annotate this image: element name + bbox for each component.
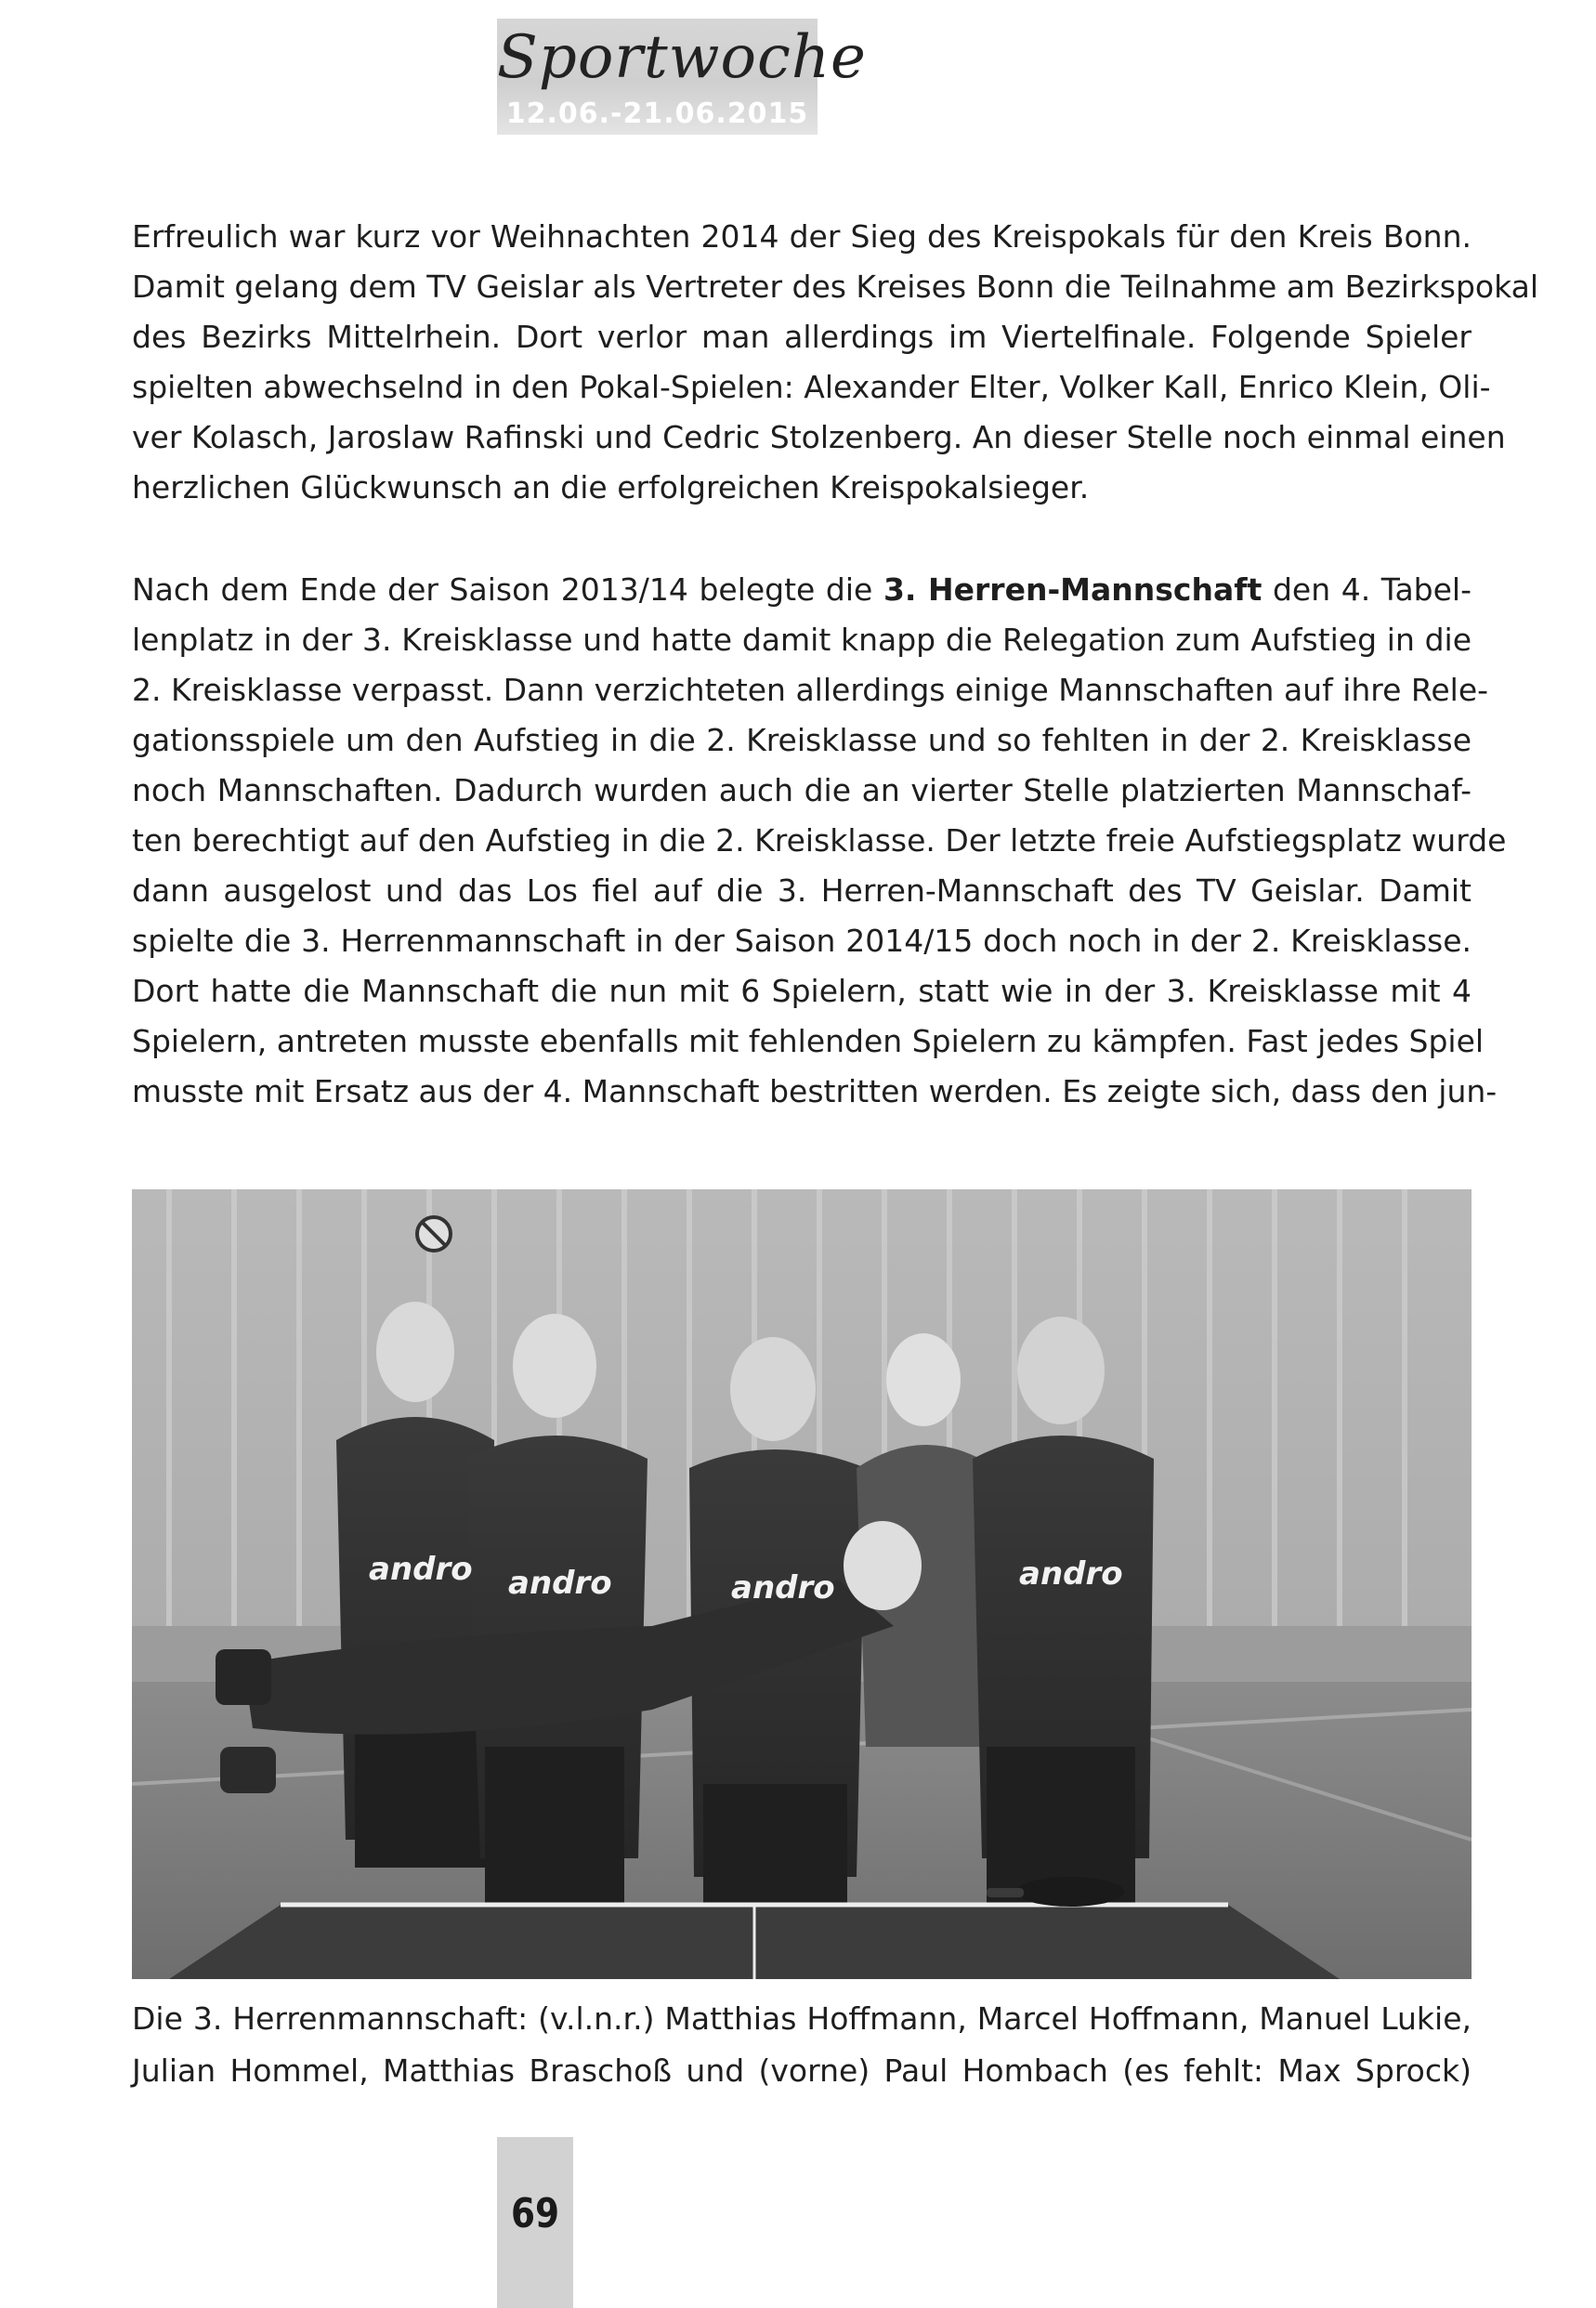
- caption-line: Julian Hommel, Matthias Braschoß und (vorne) Paul Hombach (es fehlt: Max Sprock): [132, 2052, 1472, 2089]
- paragraph-kreispokal: [132, 212, 1539, 513]
- paragraph-herren-mannschaft: [132, 565, 1507, 1117]
- text-line: ten berechtigt auf den Aufstieg in die 2. Kreisklasse. Der letzte freie Aufstiegsplatz wurde: [132, 822, 1507, 859]
- header-banner: [497, 19, 867, 135]
- text-line: ver Kolasch, Jaroslaw Rafinski und Cedric Stolzenberg. An dieser Stelle noch einmal einen: [132, 419, 1506, 455]
- caption-line: Die 3. Herrenmannschaft: (v.l.n.r.) Matthias Hoffmann, Marcel Hoffmann, Manuel Lukie,: [132, 2000, 1472, 2037]
- no-entry-sign-icon: [417, 1217, 451, 1251]
- text-line-with-bold: [132, 565, 1472, 615]
- jersey-logo: andro: [1019, 1555, 1123, 1593]
- text-line: lenplatz in der 3. Kreisklasse und hatte damit knapp die Relegation zum Aufstieg in die: [132, 622, 1472, 658]
- photo-caption: [132, 1993, 1472, 2097]
- text-line: spielten abwechselnd in den Pokal-Spielen: Alexander Elter, Volker Kall, Enrico Klein, Oli-: [132, 369, 1491, 405]
- jersey-logo: andro: [369, 1551, 473, 1588]
- page-number-tab: [497, 2137, 573, 2308]
- event-date-range: 12.06.-21.06.2015: [505, 98, 809, 130]
- bold-team-name: 3. Herren-Mannschaft: [883, 571, 1262, 608]
- text-run: Nach dem Ende der Saison 2013/14 belegte die: [132, 571, 883, 608]
- text-line: Spielern, antreten musste ebenfalls mit fehlenden Spielern zu kämpfen. Fast jedes Spiel: [132, 1023, 1485, 1059]
- text-run: den 4. Tabel-: [1262, 571, 1472, 608]
- sportwoche-logo: Sportwoche: [497, 23, 867, 92]
- text-line: spielte die 3. Herrenmannschaft in der Saison 2014/15 doch noch in der 2. Kreisklasse.: [132, 923, 1472, 959]
- text-line: noch Mannschaften. Dadurch wurden auch die an vierter Stelle platzierten Mannschaf-: [132, 772, 1472, 808]
- text-line: Damit gelang dem TV Geislar als Vertreter des Kreises Bonn die Teilnahme am Bezirkspokal: [132, 269, 1539, 305]
- team-photo-illustration: [132, 1189, 1472, 1979]
- text-line: musste mit Ersatz aus der 4. Mannschaft bestritten werden. Es zeigte sich, dass den jun-: [132, 1073, 1498, 1109]
- text-line: gationsspiele um den Aufstieg in die 2. Kreisklasse und so fehlten in der 2. Kreisklasse: [132, 722, 1472, 758]
- text-line: Dort hatte die Mannschaft die nun mit 6 Spielern, statt wie in der 3. Kreisklasse mit 4: [132, 973, 1472, 1009]
- text-line: Erfreulich war kurz vor Weihnachten 2014 der Sieg des Kreispokals für den Kreis Bonn.: [132, 218, 1472, 255]
- jersey-logo: andro: [508, 1565, 612, 1602]
- text-line: dann ausgelost und das Los fiel auf die 3. Herren-Mannschaft des TV Geislar. Damit: [132, 872, 1472, 909]
- team-photo: [132, 1189, 1472, 1979]
- jersey-logo: andro: [731, 1569, 835, 1606]
- text-line: des Bezirks Mittelrhein. Dort verlor man allerdings im Viertelfinale. Folgende Spieler: [132, 319, 1472, 355]
- text-line: herzlichen Glückwunsch an die erfolgreichen Kreispokalsieger.: [132, 469, 1090, 505]
- text-line: 2. Kreisklasse verpasst. Dann verzichteten allerdings einige Mannschaften auf ihre Rele-: [132, 672, 1489, 708]
- page-number: 69: [510, 2190, 560, 2237]
- table-tennis-table: [169, 1905, 1340, 1979]
